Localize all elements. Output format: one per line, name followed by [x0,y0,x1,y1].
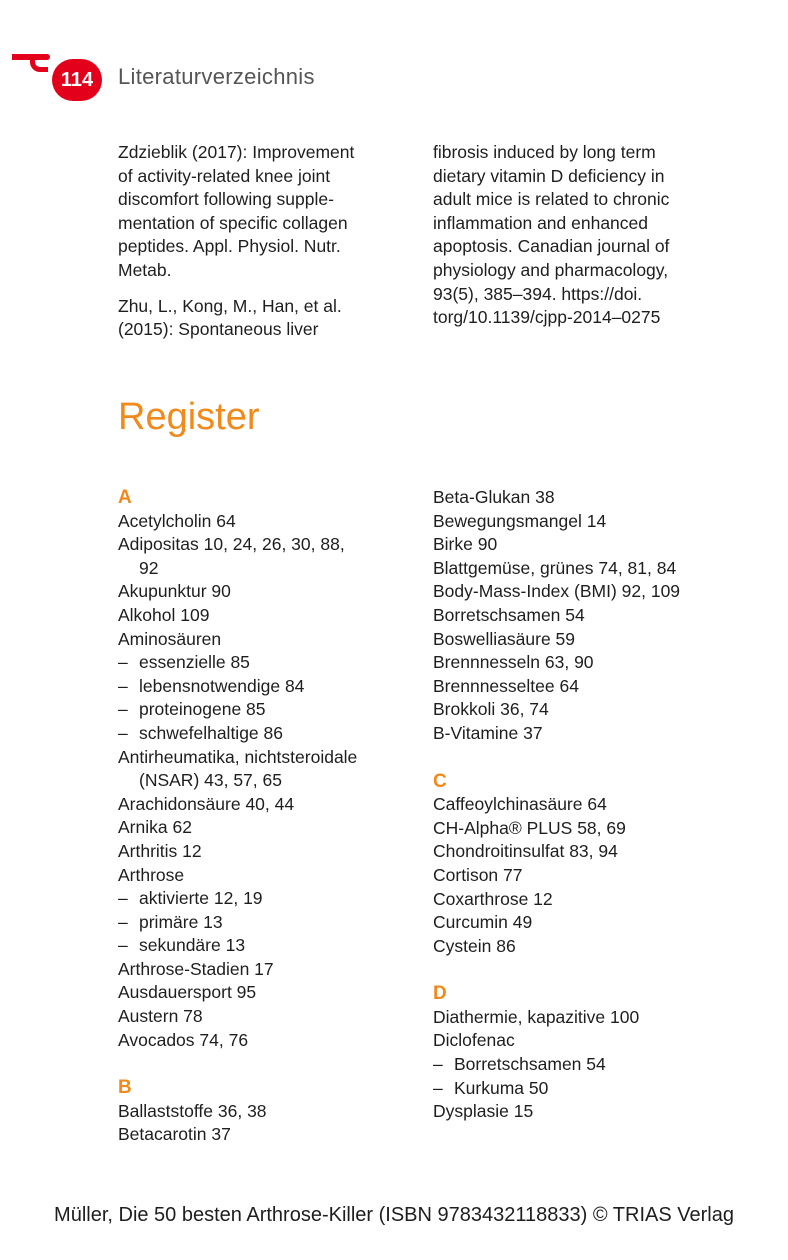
index-entry: Adipositas 10, 24, 26, 30, 88, [118,534,345,555]
reference-line: adult mice is related to chronic [433,189,670,210]
index-entry: Birke 90 [433,534,498,555]
reference-line: Metab. [118,259,172,280]
page-footer: Müller, Die 50 besten Arthrose-Killer (ISBN 9783432118833) © TRIAS Verlag [54,1204,734,1226]
index-entry: Beta-Glukan 38 [433,487,555,507]
index-entry: Body-Mass-Index (BMI) 92, 109 [433,581,681,602]
reference-line: discomfort following supple- [118,189,334,210]
index-entry: Curcumin 49 [433,912,533,933]
register-right-column [433,486,753,1124]
reference-entry [118,141,408,283]
index-entry: Borretschsamen 54 [433,604,585,625]
register-heading: Register [118,396,260,438]
index-letter-heading: C [433,770,447,792]
index-entry: Avocados 74, 76 [118,1029,249,1050]
index-entry: Arnika 62 [118,817,192,838]
index-entry: Ballaststoffe 36, 38 [118,1100,267,1121]
index-entry: 92 [139,557,159,578]
index-entry: Arthrose-Stadien 17 [118,958,274,979]
index-entry: Chondroitinsulfat 83, 94 [433,841,618,862]
index-subentry: – Borretschsamen 54 [433,1053,753,1077]
index-entry: Arachidonsäure 40, 44 [118,793,295,814]
index-entry: Cystein 86 [433,935,516,956]
index-entry: Antirheumatika, nichtsteroidale [118,746,358,767]
reference-line: (2015): Spontaneous liver [118,319,319,340]
references-left-column [118,141,408,354]
reference-line: 93(5), 385–394. https://doi. [433,283,643,304]
reference-entry [433,141,733,330]
index-entry: Cortison 77 [433,864,523,885]
index-entry: Dysplasie 15 [433,1101,534,1122]
index-entry: Betacarotin 37 [118,1124,231,1145]
index-letter-heading: A [118,487,132,508]
reference-line: Zdzieblik (2017): Improvement [118,142,355,162]
index-entry: Akupunktur 90 [118,581,231,602]
index-entry: B-Vitamine 37 [433,722,543,743]
index-entry: Brennnesseltee 64 [433,675,579,696]
references-right-column [433,141,733,342]
index-entry: Brennnesseln 63, 90 [433,652,594,673]
index-subentry: – primäre 13 [118,911,418,935]
index-entry: Boswelliasäure 59 [433,628,576,649]
index-entry: Diathermie, kapazitive 100 [433,1006,640,1027]
index-subentry: – sekundäre 13 [118,934,418,958]
index-entry: (NSAR) 43, 57, 65 [139,770,282,791]
running-title: Literaturverzeichnis [118,64,315,89]
index-entry: Coxarthrose 12 [433,888,553,909]
reference-line: physiology and pharmacology, [433,259,669,280]
reference-line: mentation of specific collagen [118,212,348,233]
index-letter-heading: B [118,1077,132,1099]
index-entry: Bewegungsmangel 14 [433,510,607,531]
index-entry: Ausdauersport 95 [118,982,257,1003]
index-subentry: – proteinogene 85 [118,698,418,722]
register-left-column [118,486,418,1147]
reference-line: fibrosis induced by long term [433,142,656,162]
index-entry: Austern 78 [118,1006,203,1027]
index-entry: Aminosäuren [118,628,222,649]
reference-line: inflammation and enhanced [433,212,649,233]
index-entry: Blattgemüse, grünes 74, 81, 84 [433,557,677,578]
index-entry: CH-Alpha® PLUS 58, 69 [433,817,626,838]
index-subentry: – Kurkuma 50 [433,1077,753,1101]
reference-line: apoptosis. Canadian journal of [433,236,670,257]
header-hook-icon [30,58,48,72]
page-number-badge: 114 [52,59,102,101]
index-entry: Arthrose [118,864,185,885]
index-entry: Acetylcholin 64 [118,510,236,531]
index-subentry: – schwefelhaltige 86 [118,722,418,746]
index-entry: Caffeoylchinasäure 64 [433,794,607,815]
reference-entry [118,295,408,342]
index-entry: Brokkoli 36, 74 [433,699,549,720]
index-subentry: – lebensnotwendige 84 [118,675,418,699]
index-letter-heading: D [433,983,447,1005]
index-entry: Diclofenac [433,1030,515,1051]
reference-line: torg/10.1139/cjpp-2014–0275 [433,307,661,328]
index-subentry: – aktivierte 12, 19 [118,887,418,911]
index-subentry: – essenzielle 85 [118,651,418,675]
reference-line: dietary vitamin D deficiency in [433,165,665,186]
reference-line: Zhu, L., Kong, M., Han, et al. [118,295,342,316]
index-entry: Arthritis 12 [118,840,202,861]
page-header [0,0,788,110]
reference-line: peptides. Appl. Physiol. Nutr. [118,236,341,257]
index-entry: Alkohol 109 [118,604,210,625]
reference-line: of activity-related knee joint [118,165,331,186]
